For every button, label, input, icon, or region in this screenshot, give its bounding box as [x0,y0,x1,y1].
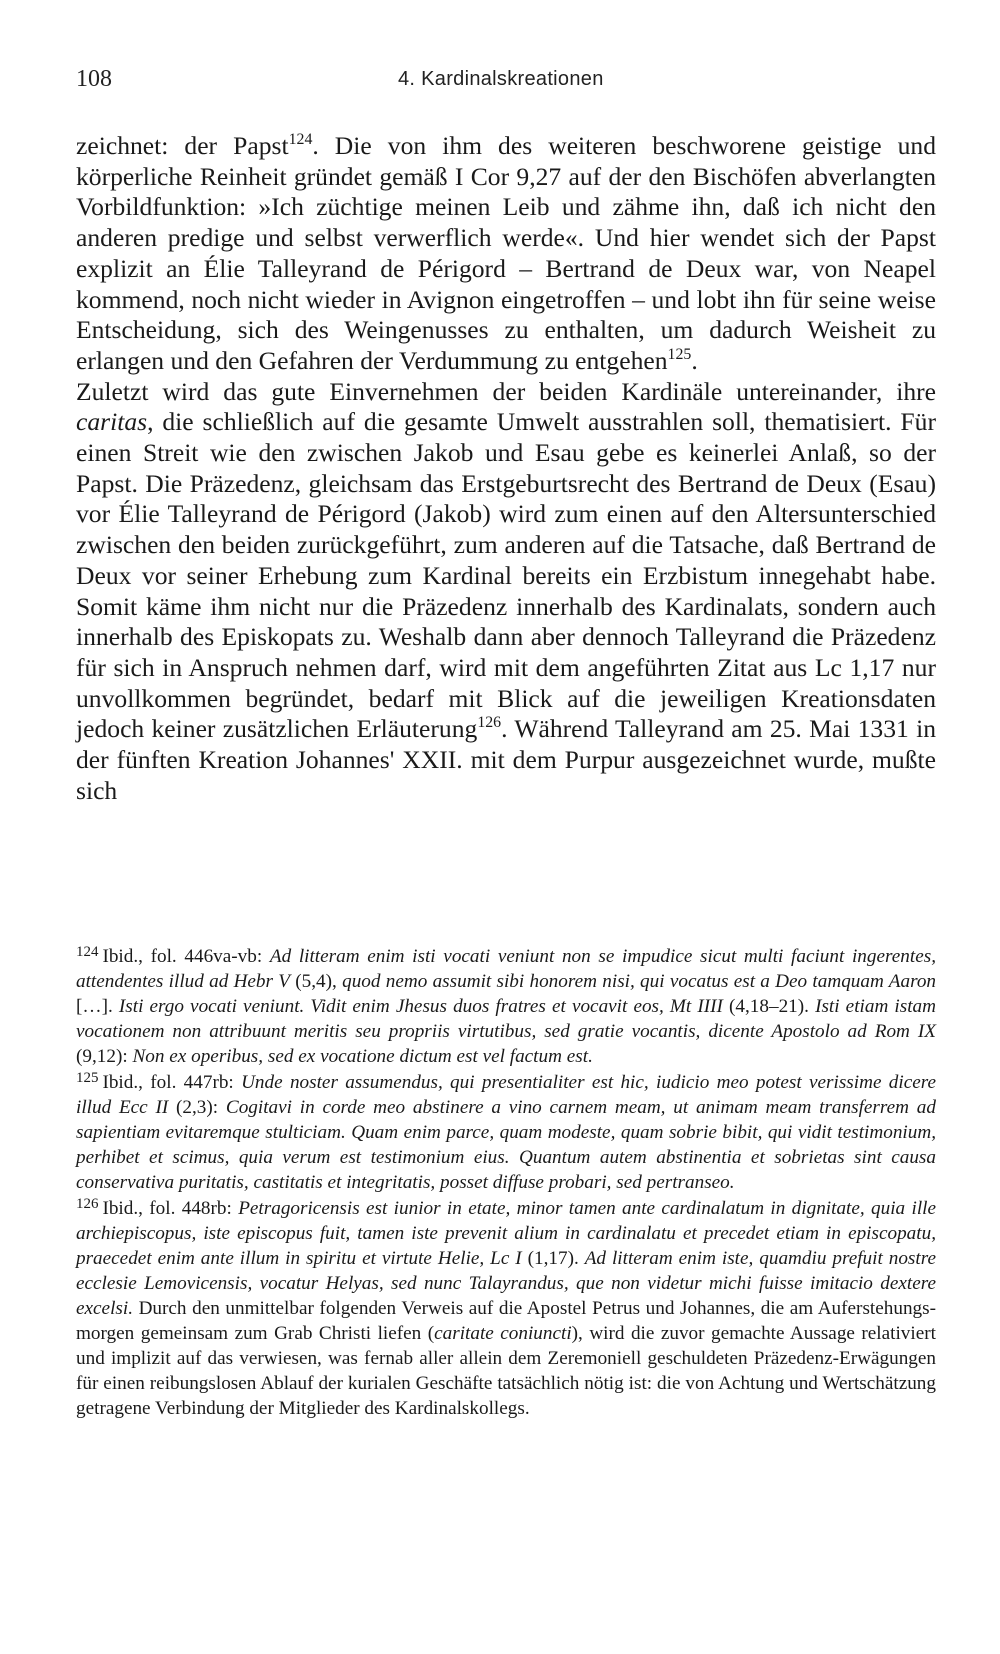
text-run: Ibid., fol. 447rb: [102,1072,242,1093]
italic-text: Ad litteram enim iste, quamdiu prefuit nostre ecclesie Lemovicensis, vocatur Helyas, sed nunc Talayrandus, que non videtur michi fuisse imitacio dextere excelsi. [76,1248,936,1319]
text-run: Ibid., fol. 448rb: [102,1198,239,1219]
text-run: (9,12): [76,1046,133,1067]
italic-text: Isti ergo vocati veniunt. Vidit enim Jhesus duos fratres et vocavit eos, Mt IIII [118,996,723,1017]
text-run: ), wird die zuvor gemachte Aussage relativiert und implizit auf das verwiesen, was fernab aller allein dem Zeremoniell geschuldeten Präzedenz-Erwägungen für einen reibungslosen Ablauf der kurialen Geschäfte tatsächlich nötig ist: die von Achtung und Wertschätzung getragene Verbindung der Mitglieder des Kardinalskollegs. [76,1323,936,1419]
text-run: Ibid., fol. 446va-vb: [102,946,270,967]
italic-text: Unde noster assumendus, qui presentialiter est hic, iudicio meo potest verissime dicere illud Ecc II [76,1072,936,1118]
paragraph [76,131,936,377]
footnote [76,1196,936,1421]
paragraph [76,377,936,807]
text-run: (5,4), [290,971,343,992]
text-run: (2,3): [168,1097,226,1118]
footnote-ref: 124 [288,131,313,149]
page-number: 108 [76,66,112,92]
italic-text: Cogitavi in corde meo abstinere a vino carnem meam, ut animam meam transferrem ad sapientiam evitaremque stulticiam. Quam enim parce, quam modeste, quam sobrie bibit, qui vidit testimonium, perhibet et scimus, quia verum est testimonium eius. Quantum autem abstinentia et sobrietas sint causa conservativa puritatis, castitatis et integritatis, posset diffuse probari, sed pertranseo. [76,1097,936,1193]
footnote-number: 125 [76,1070,99,1087]
text-run: (1,17). [521,1248,585,1269]
text-run: . Die von ihm des weiteren beschworene geistige und körperliche Reinheit gründet gemäß I Cor 9,27 auf der den Bischöfen abverlangten Vorbildfunktion: »Ich züchtige meinen Leib und zähme ihn, daß ich nicht den anderen predige und selbst verwerflich werde«. Und hier wendet sich der Papst explizit an Élie Talleyrand de Périgord – Bertrand de Deux war, von Neapel kommend, noch nicht wieder in Avignon eingetroffen – und lobt ihn für seine weise Entscheidung, sich des Weingenusses zu enthalten, um dadurch Weisheit zu erlangen und den Gefahren der Verdummung zu entgehen [76,131,936,375]
italic-text: Non ex operibus, sed ex vocatione dictum est vel factum est. [132,1046,593,1067]
text-run: . Während Talleyrand am 25. Mai 1331 in der fünften Kreation Johannes' XXII. mit dem Purpur ausgezeichnet wurde, mußte sich [76,714,936,805]
footnote-number: 124 [76,944,99,961]
italic-text: Isti etiam istam vocationem non attribuunt meritis seu propriis virtutibus, sed gratie vocantis, dicente Apostolo ad Rom IX [76,996,936,1042]
italic-text: Petragoricensis est iunior in etate, minor tamen ante cardinalatum in dignitate, quia ille archiepiscopus, iste episcopus fuit, tamen iste prevenit alium in cardinalatu et precedet etiam in episcopatu, praecedet enim ante illum in spiritu et virtute Helie, Lc I [76,1198,936,1269]
footnote [76,1070,936,1195]
text-run: Durch den unmittelbar folgenden Verweis auf die Apostel Petrus und Johannes, die am Auferstehungsmorgen gemeinsam zum Grab Christi liefen ( [76,1298,936,1344]
main-text [76,131,936,806]
text-run: Zuletzt wird das gute Einvernehmen der beiden Kardinäle untereinander, ihre [76,376,936,406]
page-header [76,66,936,100]
footnote-ref: 126 [477,714,502,732]
text-run: . [691,345,698,375]
italic-text: quod nemo assumit sibi honorem nisi, qui vocatus est a Deo tamquam Aaron [342,971,937,992]
text-run: , die schließlich auf die gesamte Umwelt ausstrahlen soll, thematisiert. Für einen Streit wie den zwischen Jakob und Esau gebe es keinerlei Anlaß, so der Papst. Die Präzedenz, gleichsam das Erstgeburtsrecht des Bertrand de Deux (Esau) vor Élie Talleyrand de Périgord (Jakob) wird zum einen auf den Altersunterschied zwischen den beiden zurückgeführt, zum anderen auf die Tatsache, daß Bertrand de Deux vor seiner Erhebung zum Kardinal bereits ein Erzbistum innegehabt habe. Somit käme ihm nicht nur die Präzedenz innerhalb des Kardinalats, sondern auch innerhalb des Episkopats zu. Weshalb dann aber dennoch Talleyrand die Präzedenz für sich in Anspruch nehmen darf, wird mit dem angeführten Zitat aus Lc 1,17 nur unvollkommen begründet, bedarf mit Blick auf die jeweiligen Kreationsdaten jedoch keiner zusätzlichen Erläuterung [76,407,936,744]
text-run: […]. [76,996,119,1017]
text-run: zeichnet: der Papst [76,131,289,160]
footnotes [76,944,936,1422]
footnote-ref: 125 [667,346,692,364]
italic-text: caritas [76,407,148,437]
footnote [76,944,936,1069]
running-head: 4. Kardinalskreationen [398,68,604,90]
italic-text: Ad litteram enim isti vocati veniunt non se impudice sicut multi faciunt ingerentes, attendentes illud ad Hebr V [76,946,936,992]
text-run: (4,18–21). [722,996,816,1017]
footnote-number: 126 [76,1196,99,1213]
italic-text: caritate coniuncti [434,1323,572,1344]
